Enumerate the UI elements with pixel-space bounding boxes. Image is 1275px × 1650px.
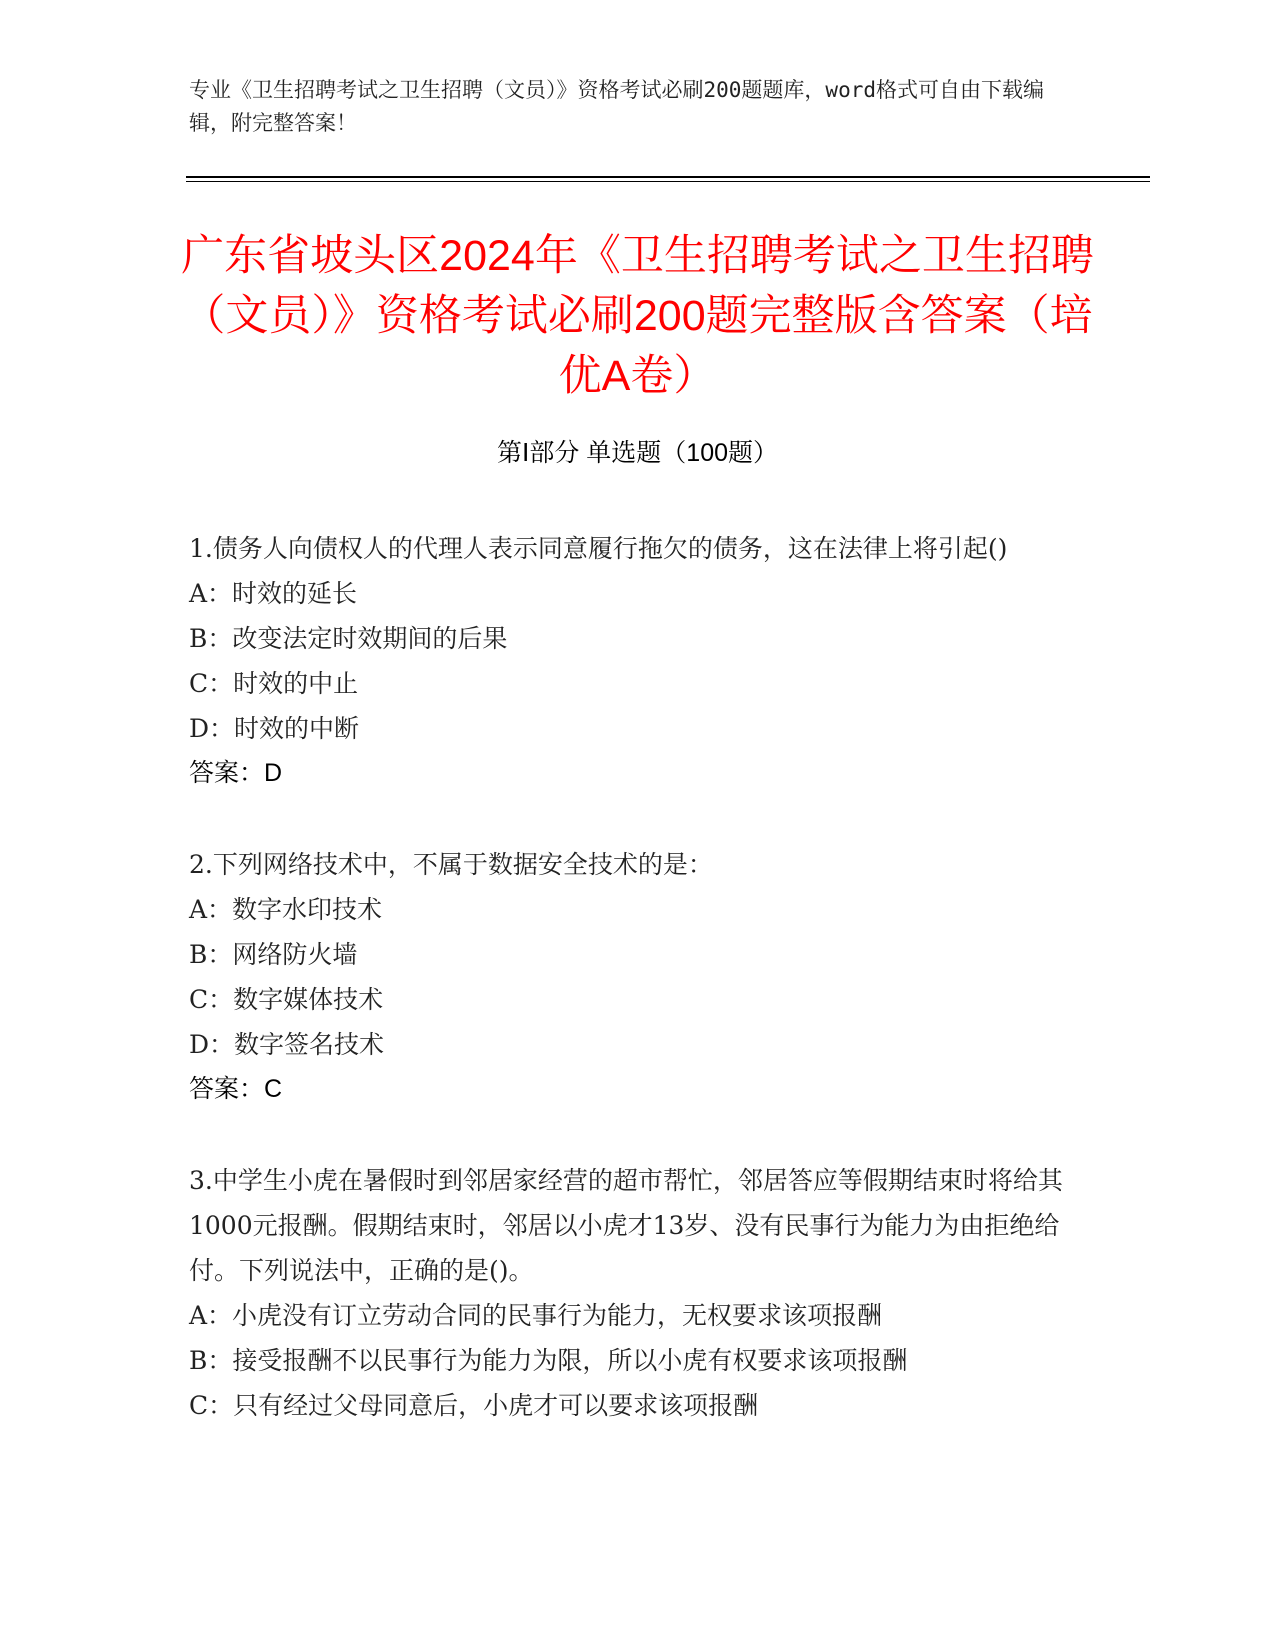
header-rule-thick <box>186 176 1150 178</box>
question-stem: 2.下列网络技术中，不属于数据安全技术的是： <box>189 850 713 879</box>
question-stem: 1.债务人向债权人的代理人表示同意履行拖欠的债务，这在法律上将引起() <box>189 534 1008 563</box>
option-d: D：数字签名技术 <box>189 1030 385 1059</box>
section-heading: 第Ⅰ部分 单选题（100题） <box>496 439 779 467</box>
document-title: 广东省坡头区2024年《卫生招聘考试之卫生招聘（文员）》资格考试必刷200题完整版含答案（培优A卷） <box>181 232 1094 400</box>
option-c: C：时效的中止 <box>189 669 359 698</box>
option-d: D：时效的中断 <box>189 714 360 743</box>
option-b: B：接受报酬不以民事行为能力为限，所以小虎有权要求该项报酬 <box>189 1346 908 1375</box>
option-a: A：时效的延长 <box>189 579 358 608</box>
option-c: C：只有经过父母同意后，小虎才可以要求该项报酬 <box>189 1391 759 1420</box>
header-rule-thin <box>186 181 1150 182</box>
option-a: A：小虎没有订立劳动合同的民事行为能力，无权要求该项报酬 <box>189 1301 883 1330</box>
answer-line: 答案：C <box>189 1075 283 1103</box>
answer-line: 答案：D <box>189 759 283 787</box>
question-3 <box>189 1158 1069 1428</box>
question-2 <box>189 842 1069 1112</box>
option-a: A：数字水印技术 <box>189 895 383 924</box>
option-c: C：数字媒体技术 <box>189 985 384 1014</box>
header-note: 专业《卫生招聘考试之卫生招聘（文员）》资格考试必刷200题题库，word格式可自由下载编辑，附完整答案！ <box>189 78 1044 135</box>
option-b: B：改变法定时效期间的后果 <box>189 624 508 653</box>
option-b: B：网络防火墙 <box>189 940 358 969</box>
question-list <box>189 526 1069 1474</box>
question-stem: 3.中学生小虎在暑假时到邻居家经营的超市帮忙，邻居答应等假期结束时将给其1000元报酬。假期结束时，邻居以小虎才13岁、没有民事行为能力为由拒绝给付。下列说法中，正确的是()。 <box>189 1166 1063 1285</box>
question-1 <box>189 526 1069 796</box>
